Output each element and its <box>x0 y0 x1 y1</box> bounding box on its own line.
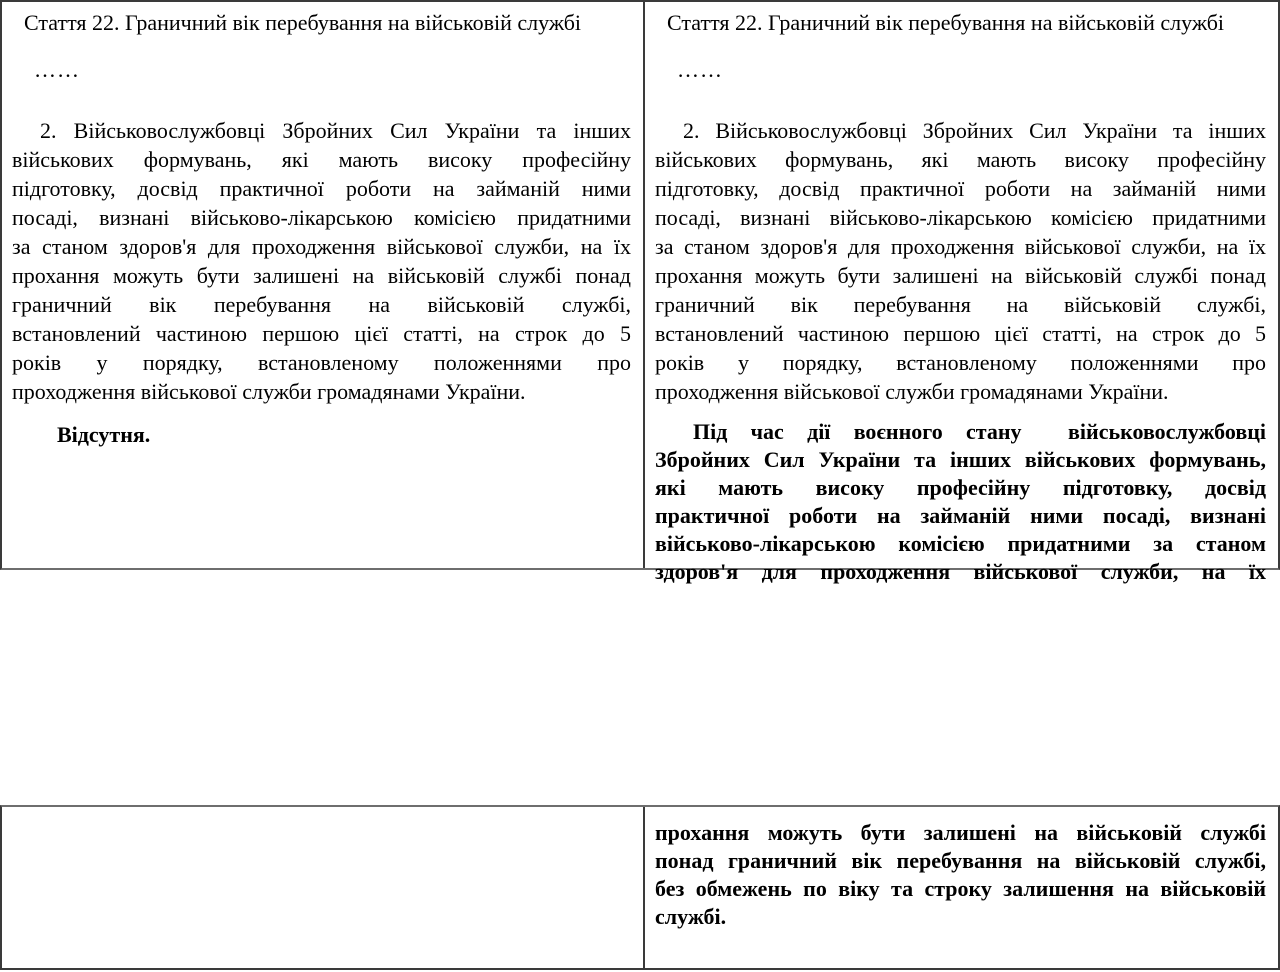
text-line: військових формувань, які мають високу професійну <box>655 147 1266 172</box>
text-line: які мають високу професійну підготовку, досвід <box>655 475 1266 500</box>
article-title: Стаття 22. Граничний вік перебування на військовій службі <box>24 10 582 35</box>
text-line: практичної роботи на займаній ними посаді, визнані <box>655 503 1266 528</box>
article-title: Стаття 22. Граничний вік перебування на військовій службі <box>667 10 1225 35</box>
text-line: прохання можуть бути залишені на військовій службі понад <box>12 263 631 288</box>
text-line: військово-лікарською комісією придатними за станом <box>655 531 1266 556</box>
text-line: здоров'я для проходження військової служби, на їх <box>655 559 1266 584</box>
text-line: років у порядку, встановленому положеннями про <box>655 350 1266 375</box>
text-line: за станом здоров'я для проходження військової служби, на їх <box>655 234 1266 259</box>
text-line: прохання можуть бути залишені на військовій службі понад <box>655 263 1266 288</box>
text-line: посаді, визнані військово-лікарською комісією придатними <box>655 205 1266 230</box>
text-line: службі. <box>655 904 727 929</box>
text-line: підготовку, досвід практичної роботи на займаній ними <box>655 176 1266 201</box>
text-line: 2. Військовослужбовці Збройних Сил України та інших <box>683 118 1266 143</box>
text-line: посаді, визнані військово-лікарською комісією придатними <box>12 205 631 230</box>
article-paragraph-2 <box>12 116 631 406</box>
text-line: встановлений частиною першою цієї статті, на строк до 5 <box>12 321 631 346</box>
comparison-table-part2 <box>0 805 1280 970</box>
text-line: без обмежень по віку та строку залишення на військовій <box>655 876 1266 901</box>
text-line: за станом здоров'я для проходження військової служби, на їх <box>12 234 631 259</box>
text-line: 2. Військовослужбовці Збройних Сил України та інших <box>40 118 631 143</box>
absent-note: Відсутня. <box>57 422 151 447</box>
martial-law-amendment-paragraph <box>655 418 1266 586</box>
text-line: Під час дії воєнного стану військовослужбовці <box>693 419 1266 444</box>
text-line: років у порядку, встановленому положеннями про <box>12 350 631 375</box>
text-line: підготовку, досвід практичної роботи на займаній ними <box>12 176 631 201</box>
text-line: встановлений частиною першою цієї статті, на строк до 5 <box>655 321 1266 346</box>
text-line: прохання можуть бути залишені на військовій службі <box>655 820 1266 845</box>
proposed-version-cell-continued <box>643 807 1278 968</box>
text-line: граничний вік перебування на військовій службі, <box>655 292 1266 317</box>
current-version-cell <box>2 2 643 568</box>
omission-ellipsis: …… <box>677 57 723 82</box>
martial-law-amendment-continuation <box>655 819 1266 931</box>
omission-ellipsis: …… <box>34 57 80 82</box>
current-version-cell-empty <box>2 807 643 968</box>
text-line: проходження військової служби громадянами України. <box>12 379 526 404</box>
proposed-version-cell <box>643 2 1278 584</box>
text-line: проходження військової служби громадянами України. <box>655 379 1169 404</box>
text-line: понад граничний вік перебування на військовій службі, <box>655 848 1266 873</box>
text-line: граничний вік перебування на військовій службі, <box>12 292 631 317</box>
article-paragraph-2 <box>655 116 1266 406</box>
text-line: військових формувань, які мають високу професійну <box>12 147 631 172</box>
text-line: Збройних Сил України та інших військових формувань, <box>655 447 1266 472</box>
